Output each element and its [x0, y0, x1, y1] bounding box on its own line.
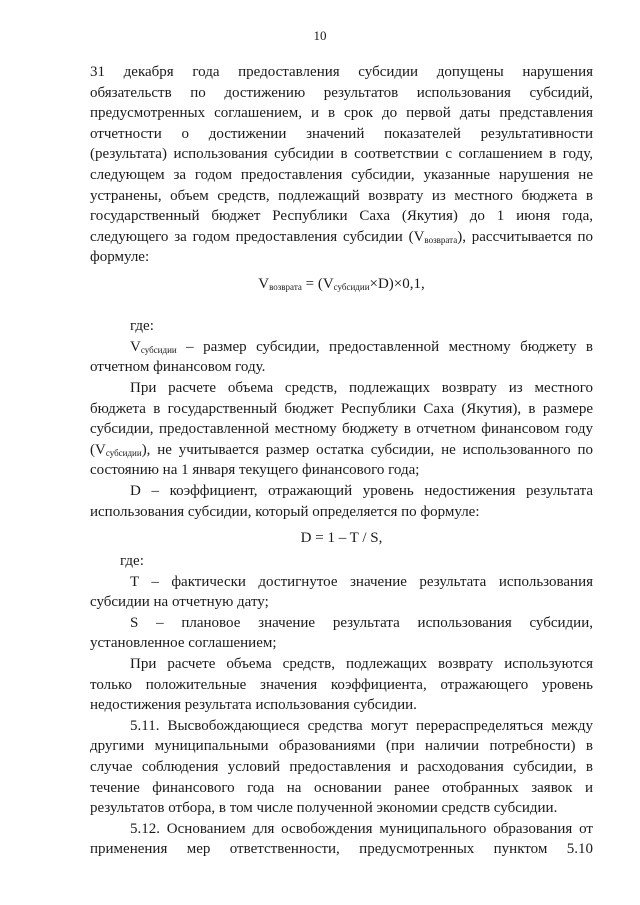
text-line: $(V_{субсидии})$, не учитывается размер остатка субсидии, не использованного по [90, 441, 593, 458]
text-line: результатов отбора, в том числе полученной экономии средств субсидии. [90, 800, 558, 817]
text-line: 31 декабря года предоставления субсидии допущены нарушения [90, 64, 593, 80]
text-line: следующего за годом предоставления субсидии $(V_{возврата})$, рассчитывается по [90, 228, 593, 245]
text-line: недостижения результата использования субсидии. [90, 697, 417, 714]
formula-coefficient-d: D = 1 – T / S, [300, 530, 383, 546]
definition-d [90, 481, 593, 522]
text-line: применения мер ответственности, предусмотренных пунктом 5.10 [90, 841, 593, 858]
text-line: предусмотренных соглашением, и в срок до первой даты представления [90, 105, 593, 122]
text-line: S – плановое значение результата использования субсидии, [130, 614, 593, 631]
text-line: бюджета в государственный бюджет Республики Саха (Якутия), в размере [90, 400, 593, 417]
text-line: случае соблюдения условий предоставления и расходования субсидии, в [90, 758, 593, 775]
where-label: где: [130, 318, 154, 334]
text-line: другими муниципальными образованиями (при наличии потребности) в [90, 738, 593, 755]
text-line: субсидии на отчетную дату; [90, 594, 269, 611]
text-line: формуле: [90, 249, 150, 266]
text-line: использования субсидии, который определяется по формуле: [90, 503, 480, 520]
text-line: отчетности о достижении значений показателей результативности [90, 125, 593, 142]
text-line: течение финансового года на основании ранее отобранных заявок и [90, 779, 593, 796]
definitions-block-1 [90, 316, 593, 378]
text-line: При расчете объема средств, подлежащих возврату из местного [130, 380, 593, 396]
definitions-block-2 [90, 551, 593, 860]
page-number: 10 [313, 28, 327, 43]
text-line: отчетном финансовом году. [90, 359, 266, 376]
text-line: D – коэффициент, отражающий уровень недостижения результата [130, 483, 593, 499]
text-line: следующем за годом предоставления субсидии, указанные нарушения не [90, 166, 593, 183]
text-line: только положительные значения коэффициента, отражающего уровень [90, 676, 593, 693]
where-label: где: [120, 553, 144, 569]
text-line: 5.12. Основанием для освобождения муниципального образования от [130, 820, 593, 837]
text-line: состоянию на 1 января текущего финансового года; [90, 462, 420, 479]
text-line: установленное соглашением; [90, 635, 277, 652]
text-line: государственный бюджет Республики Саха (Якутия) до 1 июня года, [90, 208, 593, 225]
text-line: 5.11. Высвобождающиеся средства могут перераспределяться между [130, 717, 593, 734]
text-line: субсидии, предоставленной местному бюджету в отчетном финансовом году [90, 421, 593, 438]
text-line: (результата) использования субсидии в соответствии с соглашением в году, [90, 146, 593, 163]
paragraph-calculation [90, 378, 593, 481]
paragraph-return-conditions [90, 62, 593, 268]
text-line: При расчете объема средств, подлежащих возврату используются [130, 655, 593, 672]
text-line: обязательств по достижению результатов использования субсидий, [90, 84, 593, 101]
formula-return-volume: $V_{возврата} = (V_{субсидии}\times D)\times 0,1$, [258, 276, 425, 292]
text-line: $V_{субсидии}$ – размер субсидии, предоставленной местному бюджету в [130, 338, 593, 355]
text-line: устранены, объем средств, подлежащий возврату из местного бюджета в [90, 187, 593, 204]
text-line: T – фактически достигнутое значение результата использования [130, 573, 593, 590]
